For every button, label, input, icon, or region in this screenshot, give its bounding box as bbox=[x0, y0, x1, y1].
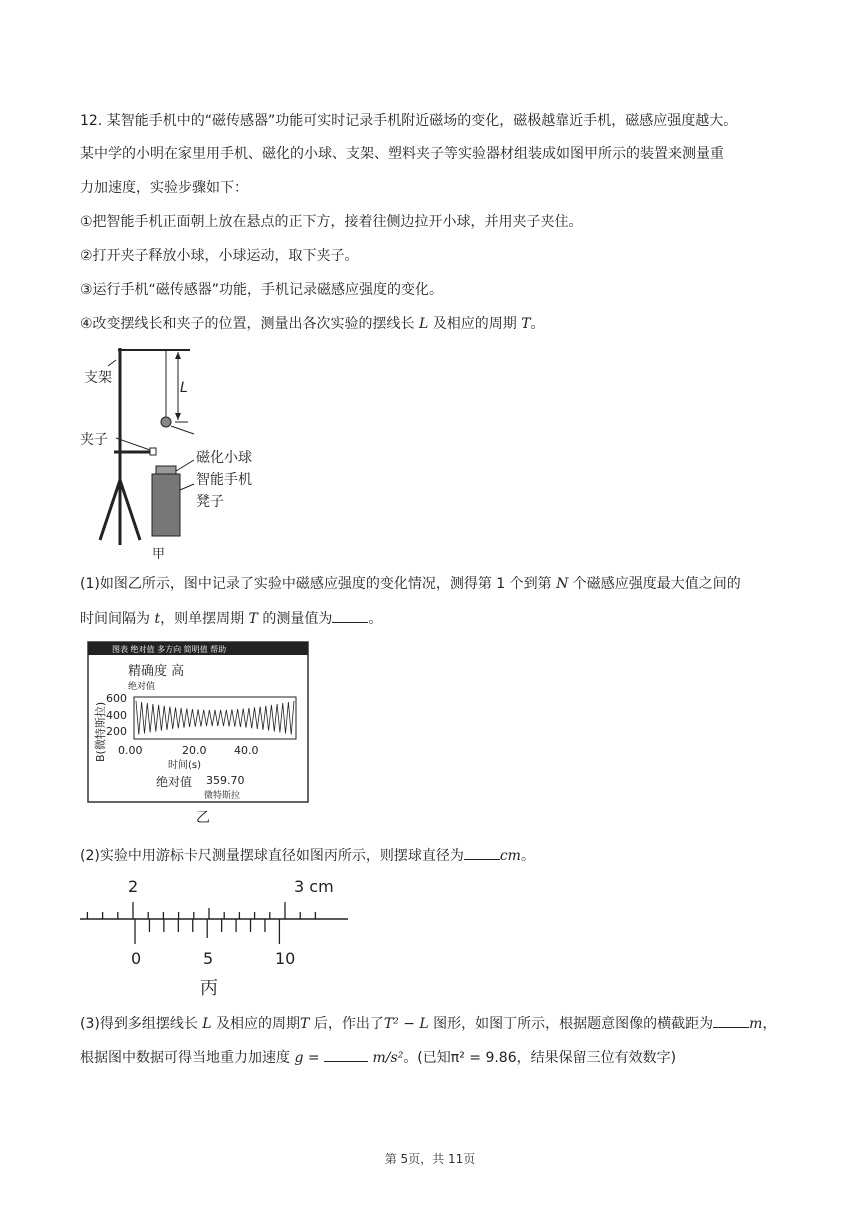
page-footer: 第 5页，共 11页 bbox=[384, 1152, 476, 1166]
y-axis-label: B(微特斯拉) bbox=[94, 701, 107, 762]
part3-line2: 根据图中数据可得当地重力加速度 g = m/s²。(已知π² = 9.86，结果保留三位有效数字) bbox=[80, 1047, 676, 1068]
vernier-0: 0 bbox=[131, 949, 142, 968]
step-2: ②打开夹子释放小球，小球运动，取下夹子。 bbox=[80, 248, 359, 264]
step-1: ①把智能手机正面朝上放在悬点的正下方，接着往侧边拉开小球，并用夹子夹住。 bbox=[80, 214, 583, 230]
part1-line2: 时间间隔为 t，则单摆周期 T 的测量值为 。 bbox=[80, 608, 382, 629]
unit-microtesla: 微特斯拉 bbox=[204, 791, 241, 801]
main-scale-2: 2 bbox=[128, 877, 139, 896]
abs-value-reading: 359.70 bbox=[206, 774, 245, 787]
question-intro-line3: 力加速度，实验步骤如下： bbox=[80, 180, 248, 196]
x-tick-0: 0.00 bbox=[118, 744, 143, 757]
y-tick-200: 200 bbox=[106, 725, 127, 738]
vernier-5: 5 bbox=[203, 949, 214, 968]
part2-line: (2)实验中用游标卡尺测量摆球直径如图丙所示，则摆球直径为 cm。 bbox=[80, 845, 535, 866]
figure-bing-caption: 丙 bbox=[200, 978, 218, 999]
label-magnetized-ball: 磁化小球 bbox=[196, 450, 252, 466]
label-clip: 夹子 bbox=[80, 432, 108, 448]
question-intro-line1: 12. 某智能手机中的“磁传感器”功能可实时记录手机附近磁场的变化，磁极越靠近手机，磁感应强度越大。 bbox=[80, 113, 738, 129]
figure-bing-vernier-caliper bbox=[76, 872, 356, 1000]
answer-blank-period bbox=[332, 608, 368, 623]
main-scale-3cm: 3 cm bbox=[294, 877, 334, 896]
y-tick-labels bbox=[106, 692, 127, 738]
absolute-value-small-label: 绝对值 bbox=[128, 682, 156, 692]
x-tick-40: 40.0 bbox=[234, 744, 259, 757]
label-stool: 凳子 bbox=[196, 494, 224, 510]
figure-yi-sensor-screen bbox=[86, 640, 312, 828]
x-tick-20: 20.0 bbox=[182, 744, 207, 757]
part1-line1: (1)如图乙所示，图中记录了实验中磁感应强度的变化情况，测得第 1 个到第 N 个磁感应强度最大值之间的 bbox=[80, 576, 741, 592]
abs-value-label: 绝对值 bbox=[156, 775, 193, 789]
y-tick-600: 600 bbox=[106, 692, 127, 705]
y-tick-400: 400 bbox=[106, 709, 127, 722]
main-scale-ticks bbox=[87, 902, 315, 919]
vernier-scale-ticks bbox=[135, 919, 279, 944]
question-intro-line2: 某中学的小明在家里用手机、磁化的小球、支架、塑料夹子等实验器材组装成如图甲所示的装置来测量重 bbox=[80, 146, 724, 162]
label-length-L: L bbox=[180, 380, 188, 396]
vernier-10: 10 bbox=[275, 949, 296, 968]
answer-blank-gravity bbox=[324, 1047, 368, 1062]
answer-blank-intercept bbox=[713, 1013, 749, 1028]
label-stand: 支架 bbox=[84, 370, 112, 386]
x-axis-label: 时间(s) bbox=[168, 760, 202, 771]
sensor-menu-bar: 图表 绝对值 多方向 简明值 帮助 bbox=[112, 645, 227, 654]
figure-jia-caption: 甲 bbox=[152, 547, 166, 562]
step-3: ③运行手机“磁传感器”功能，手机记录磁感应强度的变化。 bbox=[80, 282, 444, 298]
answer-blank-diameter bbox=[464, 845, 500, 860]
label-smartphone: 智能手机 bbox=[196, 472, 252, 488]
figure-yi-caption: 乙 bbox=[196, 810, 210, 826]
figure-jia-apparatus bbox=[78, 340, 278, 565]
precision-label: 精确度 高 bbox=[128, 664, 185, 679]
step-4: ④改变摆线长和夹子的位置，测量出各次实验的摆线长 L 及相应的周期 T。 bbox=[80, 316, 545, 332]
part3-line1: (3)得到多组摆线长 L 及相应的周期T 后，作出了T² − L 图形，如图丁所示，根据题意图像的横截距为 m， bbox=[80, 1013, 776, 1034]
